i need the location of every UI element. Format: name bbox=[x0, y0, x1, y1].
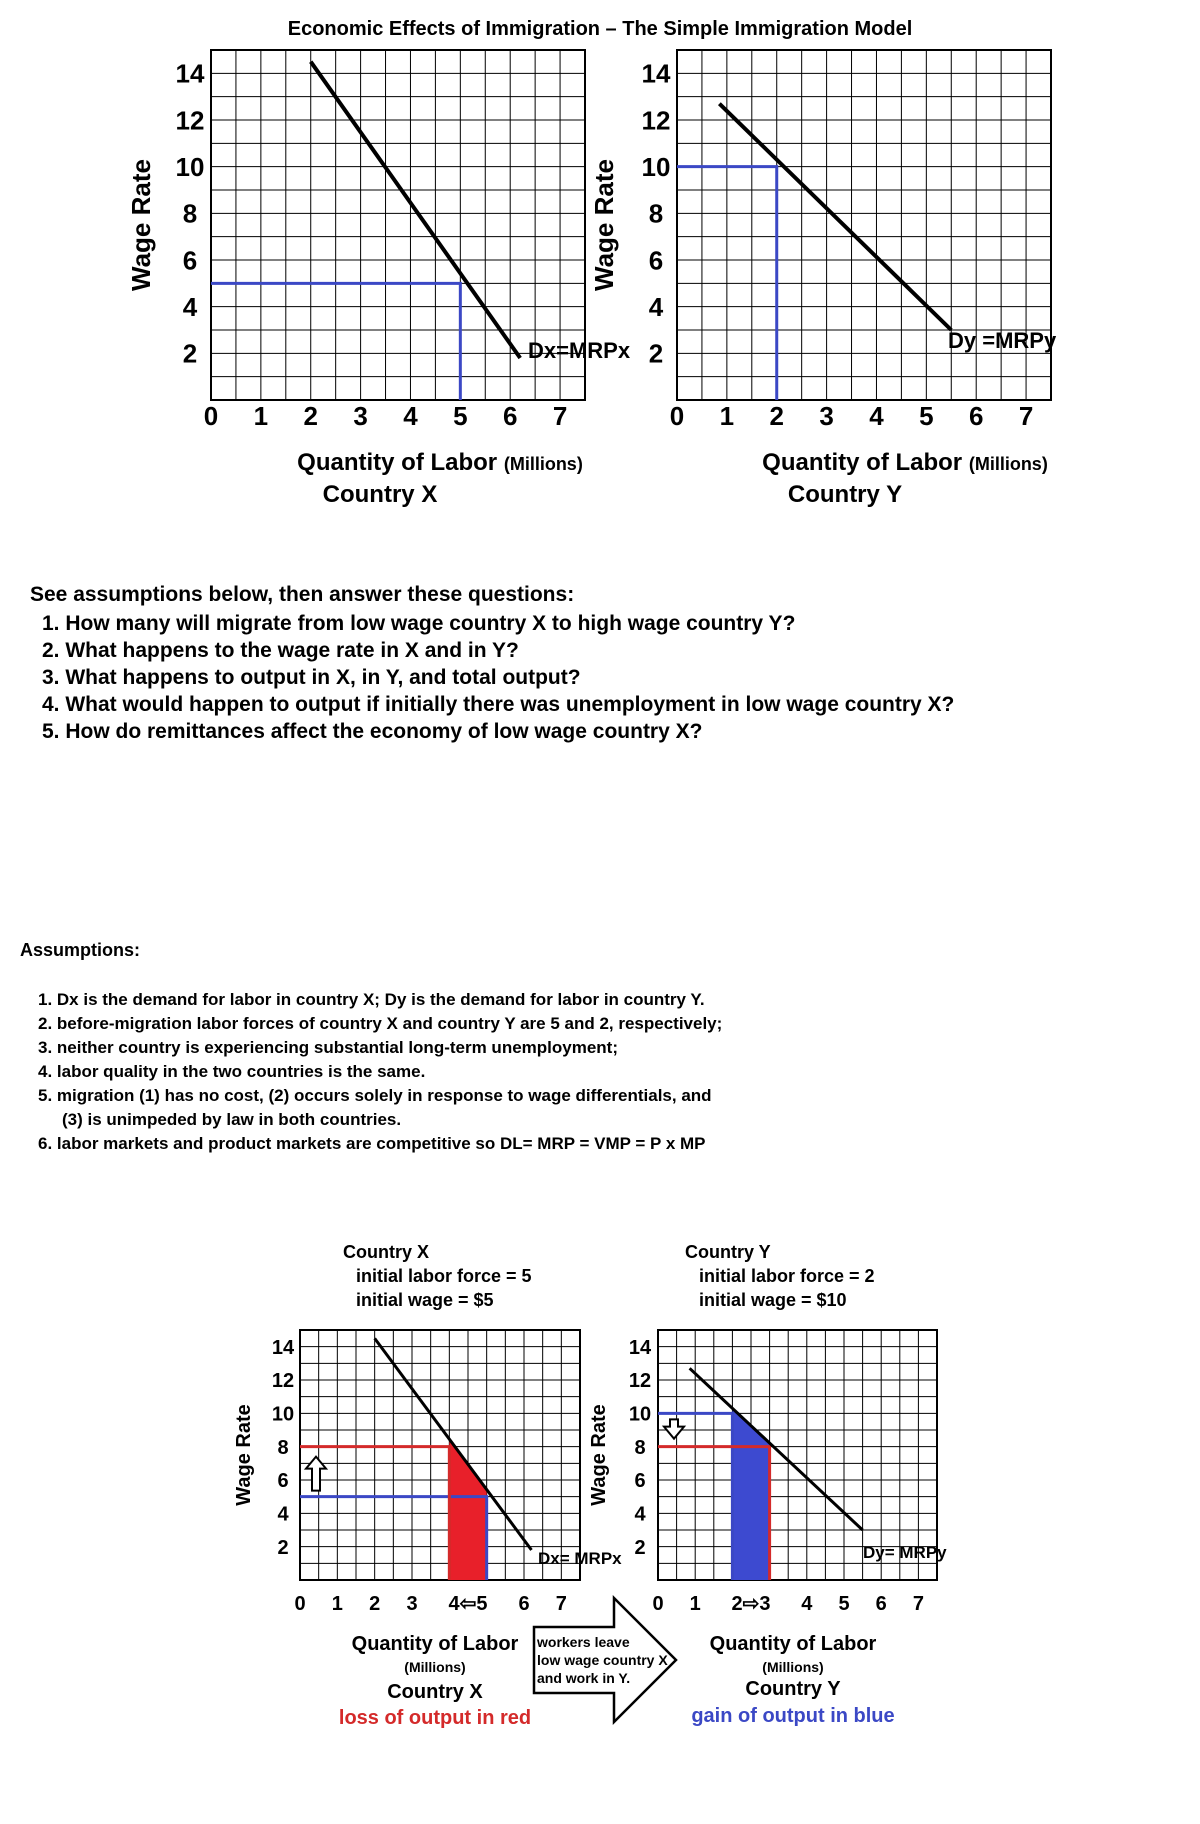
assumption-item: 4. labor quality in the two countries is the same. bbox=[38, 1062, 426, 1081]
y-tick-label: 12 bbox=[175, 105, 205, 136]
x-tick-label: 7 bbox=[1018, 401, 1034, 431]
x-tick-label: 6 bbox=[968, 401, 984, 431]
country-label: Country X bbox=[387, 1681, 483, 1703]
y-tick-label: 10 bbox=[175, 152, 205, 183]
assumptions-list bbox=[38, 988, 722, 1156]
y-tick-label: 10 bbox=[628, 1403, 652, 1426]
country-y-name: Country Y bbox=[685, 1242, 771, 1262]
demand-curve-label: Dy= MRPy bbox=[863, 1543, 947, 1562]
x-tick-label: 1 bbox=[689, 1593, 701, 1615]
x-tick-label: 2 bbox=[303, 401, 318, 431]
y-tick-label: 2 bbox=[634, 1536, 646, 1559]
x-tick-label: 0 bbox=[203, 401, 219, 431]
x-axis-label-unit: (Millions) bbox=[503, 454, 583, 474]
demand-curve-label: Dx= MRPx bbox=[538, 1549, 622, 1568]
y-tick-label: 2 bbox=[277, 1536, 289, 1559]
question-item: 1. How many will migrate from low wage country X to high wage country Y? bbox=[42, 612, 796, 635]
demand-curve bbox=[719, 104, 951, 330]
x-tick-label: 0 bbox=[669, 401, 685, 431]
x-axis-label-unit: (Millions) bbox=[968, 454, 1048, 474]
chart-top-y bbox=[589, 50, 1057, 508]
country-y-info bbox=[685, 1240, 875, 1312]
y-tick-label: 8 bbox=[634, 1436, 646, 1459]
y-tick-label: 6 bbox=[634, 1470, 646, 1493]
x-tick-label: 5 bbox=[838, 1593, 850, 1615]
x-axis-label: Quantity of Labor bbox=[709, 1633, 877, 1655]
x-tick-label: 2⇨3 bbox=[731, 1593, 771, 1615]
x-tick-label: 6 bbox=[502, 401, 518, 431]
y-tick-label: 2 bbox=[182, 338, 198, 369]
x-tick-label: 6 bbox=[518, 1593, 530, 1615]
y-tick-label: 6 bbox=[648, 245, 664, 276]
country-x-labor-force: initial labor force = 5 bbox=[356, 1266, 532, 1286]
demand-curve-label: Dx=MRPx bbox=[528, 338, 631, 363]
y-tick-label: 8 bbox=[648, 198, 664, 229]
y-tick-label: 4 bbox=[634, 1503, 646, 1526]
assumption-item: 6. labor markets and product markets are competitive so DL= MRP = VMP = P x MP bbox=[38, 1134, 706, 1153]
country-x-initial-wage: initial wage = $5 bbox=[356, 1290, 494, 1310]
question-item: 3. What happens to output in X, in Y, and total output? bbox=[42, 666, 581, 689]
country-label: Country Y bbox=[787, 481, 903, 508]
x-axis-unit: (Millions) bbox=[404, 1659, 466, 1675]
y-tick-label: 4 bbox=[182, 292, 198, 323]
y-tick-label: 4 bbox=[277, 1503, 289, 1526]
x-tick-label: 7 bbox=[912, 1593, 924, 1615]
wage-change-arrow bbox=[664, 1419, 684, 1438]
assumption-item: 2. before-migration labor forces of country X and country Y are 5 and 2, respectively; bbox=[38, 1014, 723, 1033]
chart-top-x bbox=[126, 50, 631, 508]
y-tick-label: 10 bbox=[271, 1403, 295, 1426]
demand-curve bbox=[311, 62, 520, 358]
migration-arrow-text bbox=[537, 1633, 668, 1687]
x-axis-unit: (Millions) bbox=[762, 1659, 824, 1675]
x-tick-label: 7 bbox=[552, 401, 568, 431]
x-tick-label: 3 bbox=[819, 401, 834, 431]
shaded-output-area bbox=[732, 1408, 769, 1580]
y-axis-label: Wage Rate bbox=[588, 1404, 610, 1506]
x-tick-label: 3 bbox=[406, 1593, 418, 1615]
assumption-item: 5. migration (1) has no cost, (2) occurs solely in response to wage differentials, and bbox=[38, 1086, 712, 1105]
x-axis-label bbox=[762, 449, 1048, 476]
assumption-item: 3. neither country is experiencing substantial long-term unemployment; bbox=[38, 1038, 618, 1057]
y-tick-label: 12 bbox=[271, 1370, 295, 1393]
y-tick-label: 14 bbox=[641, 58, 671, 89]
assumption-item: (3) is unimpeded by law in both countries. bbox=[62, 1110, 402, 1129]
migration-arrow-line: low wage country X bbox=[537, 1652, 668, 1668]
y-tick-label: 14 bbox=[628, 1336, 652, 1359]
x-tick-label: 4 bbox=[869, 401, 884, 431]
y-tick-label: 8 bbox=[277, 1436, 289, 1459]
x-tick-label: 0 bbox=[652, 1593, 664, 1615]
y-tick-label: 8 bbox=[182, 198, 198, 229]
x-axis-label bbox=[297, 449, 583, 476]
country-label: Country X bbox=[322, 481, 438, 508]
x-tick-label: 1 bbox=[719, 401, 735, 431]
x-tick-label: 5 bbox=[919, 401, 934, 431]
x-tick-label: 6 bbox=[875, 1593, 887, 1615]
x-tick-label: 0 bbox=[294, 1593, 306, 1615]
x-axis-label: Quantity of Labor bbox=[351, 1633, 519, 1655]
x-tick-label: 4 bbox=[801, 1593, 813, 1615]
x-tick-label: 2 bbox=[369, 1593, 381, 1615]
wage-change-arrow bbox=[306, 1457, 326, 1491]
y-axis-label: Wage Rate bbox=[233, 1404, 255, 1506]
x-axis-label-text: Quantity of Labor bbox=[297, 449, 504, 476]
assumptions-heading: Assumptions: bbox=[20, 940, 141, 960]
y-axis-label: Wage Rate bbox=[126, 159, 156, 291]
y-tick-label: 10 bbox=[641, 152, 671, 183]
y-tick-label: 14 bbox=[271, 1336, 295, 1359]
x-tick-label: 3 bbox=[353, 401, 368, 431]
question-item: 2. What happens to the wage rate in X and in Y? bbox=[42, 639, 519, 662]
country-x-name: Country X bbox=[343, 1242, 430, 1262]
x-tick-label: 1 bbox=[253, 401, 269, 431]
assumption-item: 1. Dx is the demand for labor in country X; Dy is the demand for labor in country Y. bbox=[38, 990, 705, 1009]
question-item: 5. How do remittances affect the economy of low wage country X? bbox=[42, 720, 703, 743]
demand-curve-label: Dy =MRPy bbox=[948, 328, 1057, 353]
questions-intro: See assumptions below, then answer these questions: bbox=[30, 583, 575, 606]
y-tick-label: 4 bbox=[648, 292, 664, 323]
chart-frame bbox=[300, 1330, 580, 1580]
demand-curve bbox=[690, 1368, 863, 1530]
y-tick-label: 12 bbox=[628, 1370, 652, 1393]
question-item: 4. What would happen to output if initially there was unemployment in low wage country X? bbox=[42, 693, 955, 716]
y-tick-label: 6 bbox=[182, 245, 198, 276]
x-tick-label: 7 bbox=[555, 1593, 567, 1615]
x-tick-label: 4 bbox=[403, 401, 418, 431]
country-y-labor-force: initial labor force = 2 bbox=[699, 1266, 875, 1286]
x-tick-label: 5 bbox=[453, 401, 468, 431]
x-tick-label: 4⇦5 bbox=[448, 1593, 488, 1615]
x-tick-label: 2 bbox=[769, 401, 784, 431]
y-tick-label: 12 bbox=[641, 105, 671, 136]
country-label: Country Y bbox=[745, 1678, 841, 1700]
y-tick-label: 14 bbox=[175, 58, 205, 89]
y-axis-label: Wage Rate bbox=[589, 159, 619, 291]
migration-arrow-line: and work in Y. bbox=[537, 1670, 631, 1686]
page-title: Economic Effects of Immigration – The Simple Immigration Model bbox=[287, 18, 913, 40]
x-axis-label-text: Quantity of Labor bbox=[762, 449, 969, 476]
questions-list bbox=[42, 610, 954, 745]
y-tick-label: 2 bbox=[648, 338, 664, 369]
y-tick-label: 6 bbox=[277, 1470, 289, 1493]
country-y-initial-wage: initial wage = $10 bbox=[699, 1290, 847, 1310]
chart-grid bbox=[300, 1330, 580, 1580]
output-caption: loss of output in red bbox=[338, 1707, 532, 1729]
country-x-info bbox=[343, 1240, 532, 1312]
output-caption: gain of output in blue bbox=[691, 1705, 895, 1727]
migration-arrow-line: workers leave bbox=[537, 1634, 630, 1650]
x-tick-label: 1 bbox=[331, 1593, 343, 1615]
